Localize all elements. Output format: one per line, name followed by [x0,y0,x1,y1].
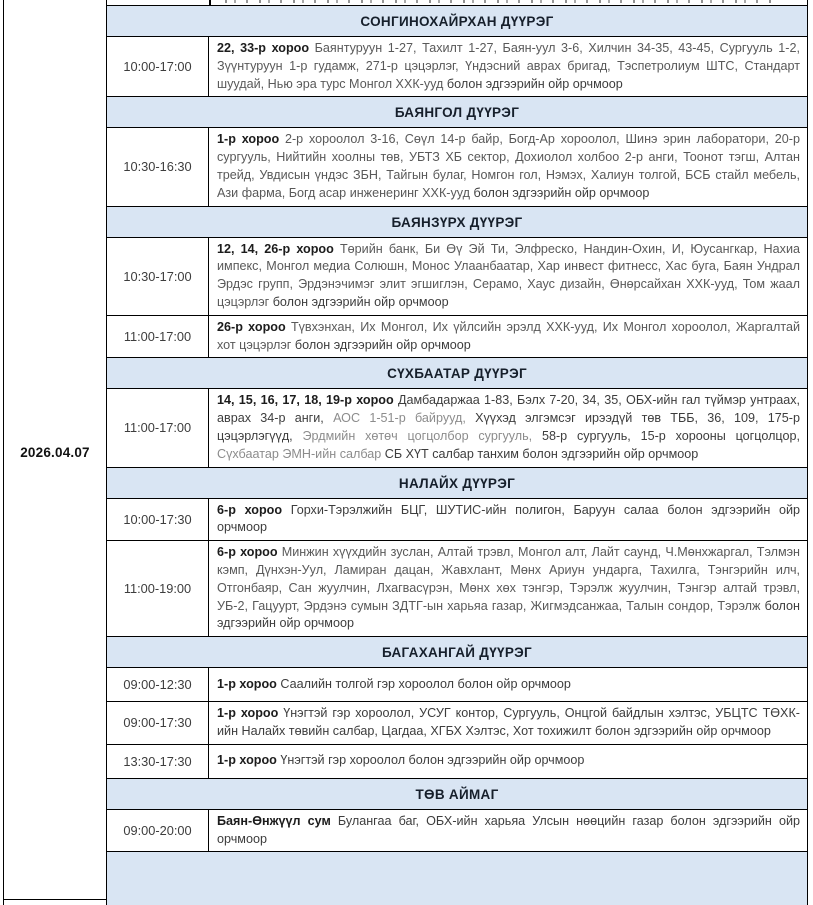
desc-segment: Минжин хүүхдийн зуслан, Алтай трэвл, Монгол алт, Лайт саунд, Ч.Мөнхжаргал, Тэлмэн кэмп, Дүнхэн-Уул, Ламиран дацан, Жавхлант, Мөнх Ариун ундарга, Тахилга, Тэнгэрийн илч, Отгонбаяр, Сан жуулчин, Лхагвасүрэн, Мөнх хөх тэнгэр, Тэрэлж жуулчин, Тэнгэр алтай трэвл, УБ-2, Гацуурт, Эрдэнэ сумын ЗДТГ-ын харьяа газар, Жигмэдсанжаа, Талын сондор, Тэрэлж [217,545,800,613]
schedule-row [107,702,807,745]
time-range: 09:00-20:00 [107,810,209,852]
outage-description [209,810,807,852]
desc-segment: 22, 33-р хороо [217,41,315,55]
desc-segment: Хүүхэд элгэмсэг ирээдүй төв ТББ, 36, 109, 175-р цэцэрлэгүүд, [217,411,800,443]
desc-segment: 2-р хороолол 3-16, Сөүл 14-р байр, Богд-Ар хороолол, Шинэ эрин лаборатори, 20-р сургууль, Нийтийн хоолны төв, УБТЗ ХБ сектор, Дохиолол холбоо 2-р анги, Тоонот тэгш, Алтан трейд, Увдисын үндэс ЗБН, Тайгын булаг, Номгон гол, Нэмэх, Халиун толгой, БСБ стайл мебель, Ази фарма, Богд асар инженеринг ХХК-ууд [217,132,800,200]
desc-segment: Баянтуруун 1-27, Тахилт 1-27, Баян-уул 3-6, Хилчин 34-35, 43-45, Сургууль 1-2, Зүүнтуруун 1-р гудамж, 271-р цэцэрлэг, Үндэсний аврах бригад, Тэспетролиум ШТС, Стандарт шуудай, Нью эра турс Монгол ХХК-ууд [217,41,800,91]
outage-description [209,702,807,744]
outage-description [209,673,807,697]
time-range: 11:00-19:00 [107,541,209,636]
schedule-row [107,541,807,637]
outage-description [209,128,807,205]
time-range: 10:30-17:00 [107,238,209,315]
desc-segment: болон эдгээрийн ойр орчмоор [446,76,623,91]
outage-description [209,541,807,636]
schedule-row [107,238,807,316]
desc-segment: Түвхэнхан, Их Монгол, Их үйлсийн эрэлд ХХК-ууд, Их Монгол хороолол, Жаргалтай хот цэцэрлэг [217,319,800,352]
desc-segment: 1-р хороо [217,706,284,721]
schedule-row [107,316,807,359]
time-range: 10:00-17:30 [107,499,209,541]
time-range: 09:00-12:30 [107,668,209,701]
desc-segment: 6-р хороо [217,545,282,560]
desc-segment: 12, 14, 26-р хороо [217,241,340,256]
clipped-previous-row [107,0,807,6]
schedule-row [107,37,807,97]
column-divider [209,0,211,5]
outage-description [209,749,807,773]
desc-segment: Саалийн толгой гэр хороолол болон ойр орчмоор [280,676,571,691]
desc-segment: 58-р сургууль, 15-р хорооны цогцолцор, [541,428,800,443]
outage-description [209,238,807,315]
outage-description [209,499,807,541]
desc-segment: Үнэгтэй гэр хороолол, УСУГ контор, Сургууль, Онцгой байдлын хэлтэс, УБЦТС ТӨХК-ийн Налайх төвийн салбар, Цагдаа, ХГБХ Хэлтэс, Хот тохижилт болон эдгээрийн ойр орчмоор [217,706,800,738]
schedule-row [107,668,807,702]
desc-segment: Үнэгтэй гэр хороолол болон эдгээрийн ойр орчмоор [280,753,585,768]
desc-segment: болон эдгээрийн ойр орчмоор [217,598,800,631]
time-range: 13:30-17:30 [107,745,209,778]
desc-segment: Баян-Өнжүүл сум [217,813,338,828]
date-cell [4,0,107,905]
next-section-header-partial [107,852,807,905]
desc-segment: болон эдгээрийн ойр орчмоор [473,185,650,200]
desc-segment: Төрийн банк, Би Өү Эй Ти, Элфреско, Нандин-Охин, И, Юусангкар, Нахиа импекс, Монгол медиа Солюшн, Монос Улаанбаатар, Хар инвест фитнесс, Хас буга, Баян Ундрал Эрдэс групп, Эрдэнэчимэг элит эгшиглэн, Серамо, Хаус дизайн, Өнөрсайхан ХХК-ууд, Том жаал цэцэрлэг [217,241,800,309]
section-header: СОНГИНОХАЙРХАН ДҮҮРЭГ [107,6,807,37]
time-range: 11:00-17:00 [107,316,209,358]
time-range: 10:30-16:30 [107,128,209,205]
schedule-body [107,0,807,905]
desc-segment: Булангаа баг, ОБХ-ийн харьяа Улсын нөөцийн газар болон эдгээрийн ойр орчмоор [217,813,800,846]
outage-description [209,316,807,358]
section-header: НАЛАЙХ ДҮҮРЭГ [107,468,807,499]
schedule-row [107,810,807,853]
desc-segment: Горхи-Тэрэлжийн БЦГ, ШУТИС-ийн полигон, Баруун салаа болон эдгээрийн ойр орчмоор [217,502,800,535]
desc-segment: 1-р хороо [217,676,281,691]
schedule-row [107,499,807,542]
section-header: БАЯНЗҮРХ ДҮҮРЭГ [107,207,807,238]
desc-segment: 1-р хороо [217,753,281,768]
section-header: БАГАХАНГАЙ ДҮҮРЭГ [107,637,807,668]
desc-segment: Сүхбаатар ЭМН-ийн салбар [217,446,385,461]
section-header: БАЯНГОЛ ДҮҮРЭГ [107,97,807,128]
desc-segment: 6-р хороо [217,502,291,517]
schedule-date: 2026.04.07 [20,445,90,460]
outage-description [209,389,807,466]
desc-segment: болон эдгээрийн ойр орчмоор [272,294,449,309]
desc-segment: Эрдмийн хөтөч цогцолбор сургууль, [302,428,542,443]
outage-description [209,37,807,96]
time-range: 11:00-17:00 [107,389,209,466]
schedule-row [107,128,807,206]
desc-segment: СБ ХҮТ салбар танхим болон эдгээрийн ойр орчмоор [384,446,699,461]
desc-segment: Дамбадаржаа 1-83, Бэлх 7-20, 34, 35, ОБХ-ийн гал түймэр унтраах, аврах 34-р анги, [217,393,801,426]
section-header: ТӨВ АЙМАГ [107,779,807,810]
schedule-row [107,745,807,779]
time-range: 10:00-17:00 [107,37,209,96]
desc-segment: 1-р хороо [217,132,285,147]
outage-schedule-table [3,0,808,905]
section-header: СҮХБААТАР ДҮҮРЭГ [107,358,807,389]
desc-segment: 26-р хороо [217,319,291,334]
desc-segment: 14, 15, 16, 17, 18, 19-р хороо [217,393,398,408]
desc-segment: АОС 1-51-р байрууд, [333,411,476,426]
time-range: 09:00-17:30 [107,702,209,744]
clipped-text-remnant [225,0,773,3]
schedule-row [107,389,807,467]
desc-segment: болон эдгээрийн ойр орчмоор [294,337,471,352]
